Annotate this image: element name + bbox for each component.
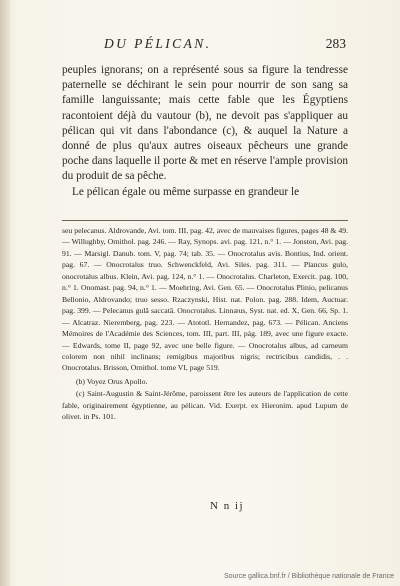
paragraph-2: Le pélican égale ou même surpasse en grandeur le	[72, 185, 300, 198]
book-spine-shadow	[0, 0, 10, 586]
paragraph-1: peuples ignorans; on a représenté sous sa figure la tendresse paternelle se déchirant le sein pour nourrir de son sang sa famille languissante; mais cette fable que les Égyptiens racontoient déjà du vautour (b), ne devoit pas s'appliquer au pélican qui vit dans l'abondance (c), & auquel la Nature a donné de plus qu'aux autres oiseaux pêcheurs une grande poche dans laquelle il porte & met en réserve l'ample provision du produit de sa pêche.	[62, 64, 348, 183]
footnotes	[62, 225, 348, 423]
running-head: DU PÉLICAN.	[104, 36, 212, 51]
page-number: 283	[325, 36, 346, 51]
footnote-a-continued: seu pelecanus. Aldrovande, Avi. tom. III, pag. 42, avec de mauvaises figures, pages 48 & 49. — Willughby, Ornithol. pag. 246. — Ray, Synops. avi. pag. 121, n.° 1. — Jonston, Avi. pag. 91. — Marsigl. Danub. tom. V, pag. 74; tab. 35. — Onocrotalus avis. Bontius, Ind. orient. pag. 67. — Onocrotalus truo. Schwenckfeld, Avi. Siles. pag. 311. — Plancus gulo, onocrotalus albus. Klein, Avi. pag. 124, n.° 1. — Onocrotalus. Charleton, Exercit. pag. 100, n.° 1. Onomast. pag. 94, n.° 1. — Moehring, Avi. Gen. 65. — Onocrotalus Plinio, pelicanus Bellonio, Aldrovando; truo sesso. Rzaczynski, Hist. nat. Polon. pag. 288. Idem, Auctuar. pag. 399. — Pelecanus gulâ saccatâ. Onocrotalus. Linnæus, Syst. nat. ed. X, Gen. 66, Sp. 1. — Alcatraz. Nieremberg, pag. 223. — Atototl. Hernandez, pag. 673. — Pélican. Anciens Mémoires de l'Académie des Sciences, tom. III, part. III, pág. 189, avec une figure exacte. — Edwards, tome II, page 92, avec une belle figure. — Onocrotalus albus, ad carneum colorem non nihil inclinans; remigibus majoribus nigris; rectricibus candidis, . . Onocrotalus. Brisson, Ornithol. tome VI, page 519.	[62, 226, 348, 373]
source-credit: Source gallica.bnf.fr / Bibliothèque nationale de France	[223, 573, 394, 580]
signature-mark: N n ij	[210, 500, 245, 512]
page-header	[60, 36, 344, 54]
footnote-c: (c) Saint-Augustin & Saint-Jérôme, paroissent être les auteurs de l'application de cette fable, originairement égyptienne, au pélican. Vid. Exerpt. ex Hieronim. apud Lupum de olivet. in Ps. 101.	[62, 389, 348, 422]
main-text	[62, 63, 348, 200]
footnote-rule	[62, 220, 348, 221]
footnote-b: (b) Voyez Orus Apollo.	[76, 376, 148, 386]
